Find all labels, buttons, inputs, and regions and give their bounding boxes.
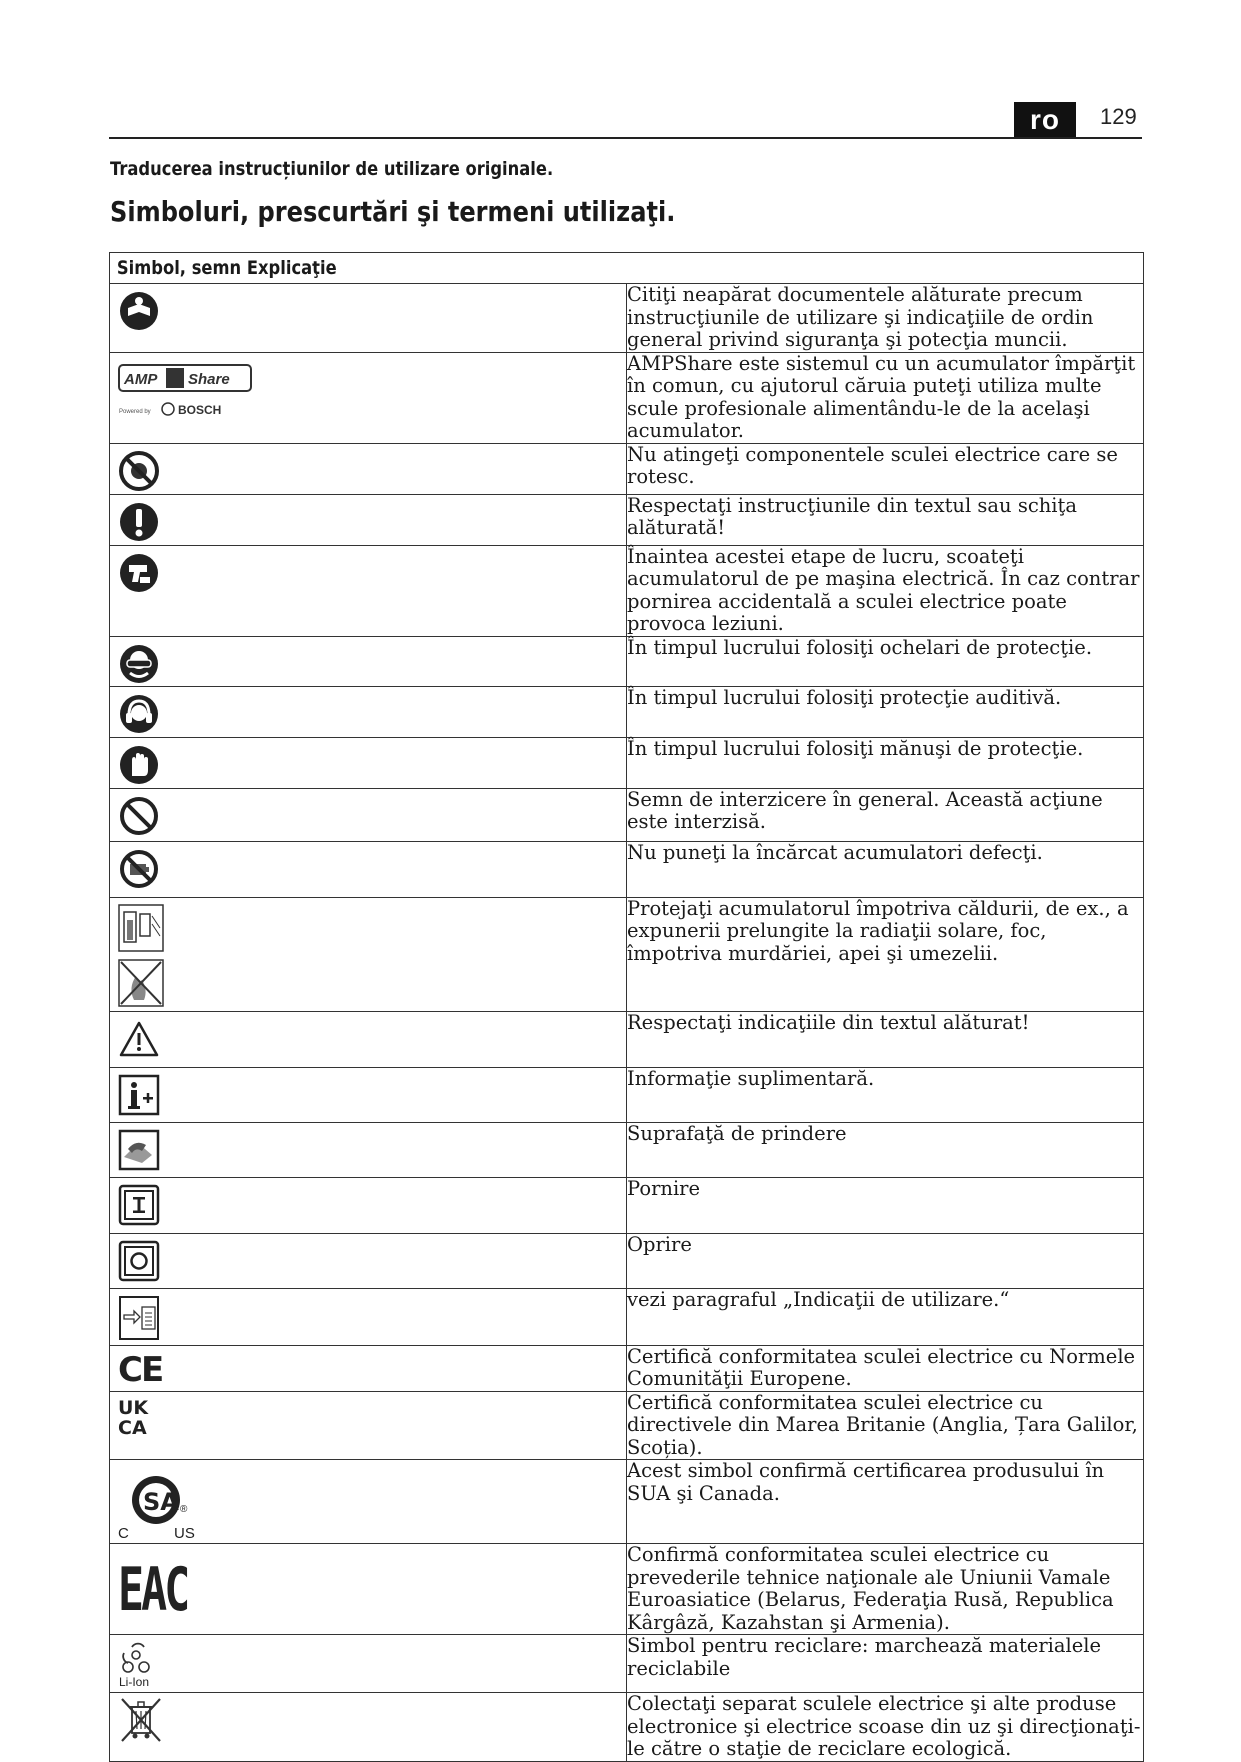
do-not-touch-rotating-icon: [118, 450, 160, 492]
table-row: [110, 897, 1144, 1011]
table-row: [110, 1635, 1144, 1693]
row-text: Suprafaţă de prindere: [627, 1122, 1144, 1177]
eye-protection-icon: [118, 643, 160, 685]
symbols-table: [109, 252, 1144, 1762]
csa-registered: ®: [180, 1504, 188, 1515]
eac-mark-icon: [118, 1552, 190, 1616]
document-title: Simboluri, prescurtări şi termeni utilizaţi.: [110, 195, 676, 228]
grip-surface-icon: [118, 1129, 160, 1171]
header-rule: [109, 137, 1142, 139]
row-text: Protejaţi acumulatorul împotriva căldurii, de ex., a expunerii prelungite la radiaţii solare, foc, împotriva murdăriei, apei şi umezelii.: [627, 897, 1144, 1011]
ukca-mark-icon: [118, 1396, 158, 1440]
see-section-icon: [118, 1295, 160, 1341]
row-text: Nu atingeţi componentele sculei electrice care se rotesc.: [627, 443, 1144, 494]
row-text: În timpul lucrului folosiţi ochelari de protecţie.: [627, 636, 1144, 686]
table-row: [110, 1288, 1144, 1345]
ampshare-share-text: Share: [188, 370, 230, 388]
ce-mark-icon: [118, 1350, 166, 1386]
recycle-label: Li-Ion: [119, 1675, 150, 1689]
ampshare-brand: BOSCH: [178, 402, 222, 417]
table-row: [110, 443, 1144, 494]
table-row: [110, 1544, 1144, 1635]
row-text: Oprire: [627, 1233, 1144, 1288]
csa-us-label: US: [174, 1525, 195, 1540]
battery-protect-heat-water-icon: [118, 904, 164, 1008]
ampshare-amp-text: AMP: [124, 370, 158, 388]
no-defective-battery-charging-icon: [118, 848, 160, 890]
row-text: Certifică conformitatea sculei electrice cu Normele Comunităţii Europene.: [627, 1345, 1144, 1391]
row-text: Citiţi neapărat documentele alăturate precum instrucţiunile de utilizare şi indicaţiile de ordin general privind siguranţa şi potecţia muncii.: [627, 284, 1144, 353]
row-text: AMPShare este sistemul cu un acumulator împărţit în comun, cu ajutorul căruia puteţi utiliza multe scule profesionale alimentându-le de la acelaşi acumulator.: [627, 352, 1144, 443]
table-row: [110, 1011, 1144, 1067]
row-text: Colectaţi separat sculele electrice şi alte produse electronice şi electrice scoase din uz şi direcţionaţi-le către o staţie de reciclare ecologică.: [627, 1693, 1144, 1762]
table-row: [110, 841, 1144, 897]
table-row: [110, 1460, 1144, 1544]
row-text: Nu puneţi la încărcat acumulatori defecţi.: [627, 841, 1144, 897]
table-header-row: [110, 253, 1144, 284]
warning-triangle-icon: [118, 1018, 160, 1060]
row-text: Pornire: [627, 1177, 1144, 1233]
table-row: [110, 1391, 1144, 1460]
protective-gloves-icon: [118, 744, 160, 786]
table-row: [110, 352, 1144, 443]
row-text: Certifică conformitatea sculei electrice cu directivele din Marea Britanie (Anglia, Țara Galilor, Scoția).: [627, 1391, 1144, 1460]
row-text: Respectaţi indicaţiile din textul alăturat!: [627, 1011, 1144, 1067]
row-text: vezi paragraful „Indicaţii de utilizare.“: [627, 1288, 1144, 1345]
ukca-line1: UK: [118, 1396, 149, 1419]
language-badge: ro: [1014, 102, 1076, 137]
row-text: Informaţie suplimentară.: [627, 1067, 1144, 1122]
ukca-line2: CA: [118, 1416, 147, 1439]
page-number: 129: [1100, 104, 1137, 129]
csa-mark-icon: [118, 1466, 208, 1540]
table-row: [110, 1233, 1144, 1288]
recycling-li-ion-icon: [118, 1639, 164, 1689]
power-off-icon: [118, 1240, 160, 1282]
table-row: [110, 1693, 1144, 1762]
table-row: [110, 737, 1144, 788]
table-row: [110, 284, 1144, 353]
mandatory-instruction-icon: [118, 501, 160, 543]
table-row: [110, 1122, 1144, 1177]
weee-bin-icon: [118, 1697, 164, 1743]
svg-text:SA: SA: [143, 1488, 179, 1516]
eac-mark-text: EAC: [118, 1554, 188, 1616]
row-text: În timpul lucrului folosiţi mănuşi de protecţie.: [627, 737, 1144, 788]
remove-battery-icon: [118, 552, 160, 594]
table-row: [110, 788, 1144, 841]
table-row: [110, 636, 1144, 686]
ampshare-powered-by: Powered by: [119, 408, 151, 415]
row-text: Confirmă conformitatea sculei electrice cu prevederile tehnice naţionale ale Uniunii Vamale Euroasiatice (Belarus, Federaţia Rusă, Republica Kârgâză, Kazahstan şi Armenia).: [627, 1544, 1144, 1635]
prohibition-icon: [118, 795, 160, 837]
table-row: [110, 1067, 1144, 1122]
row-text: Semn de interzicere în general. Această acţiune este interzisă.: [627, 788, 1144, 841]
document-subtitle: Traducerea instrucțiunilor de utilizare originale.: [110, 158, 554, 180]
ampshare-logo: [118, 361, 258, 419]
ear-protection-icon: [118, 693, 160, 735]
table-row: [110, 686, 1144, 737]
power-on-icon: [118, 1184, 160, 1226]
row-text: În timpul lucrului folosiţi protecţie auditivă.: [627, 686, 1144, 737]
table-row: [110, 494, 1144, 545]
table-row: [110, 1177, 1144, 1233]
table-header: Simbol, semn Explicaţie: [110, 253, 1144, 284]
row-text: Acest simbol confirmă certificarea produsului în SUA şi Canada.: [627, 1460, 1144, 1544]
row-text: Respectaţi instrucţiunile din textul sau schiţa alăturată!: [627, 494, 1144, 545]
info-plus-icon: [118, 1074, 160, 1116]
row-text: Înaintea acestei etape de lucru, scoateţi acumulatorul de pe maşina electrică. În caz contrar pornirea accidentală a sculei electrice poate provoca leziuni.: [627, 545, 1144, 636]
csa-c-label: C: [118, 1525, 129, 1540]
table-row: [110, 545, 1144, 636]
read-manual-icon: [118, 290, 160, 332]
ce-mark-text: CE: [118, 1349, 163, 1386]
row-text: Simbol pentru reciclare: marchează materialele reciclabile: [627, 1635, 1144, 1693]
table-row: [110, 1345, 1144, 1391]
